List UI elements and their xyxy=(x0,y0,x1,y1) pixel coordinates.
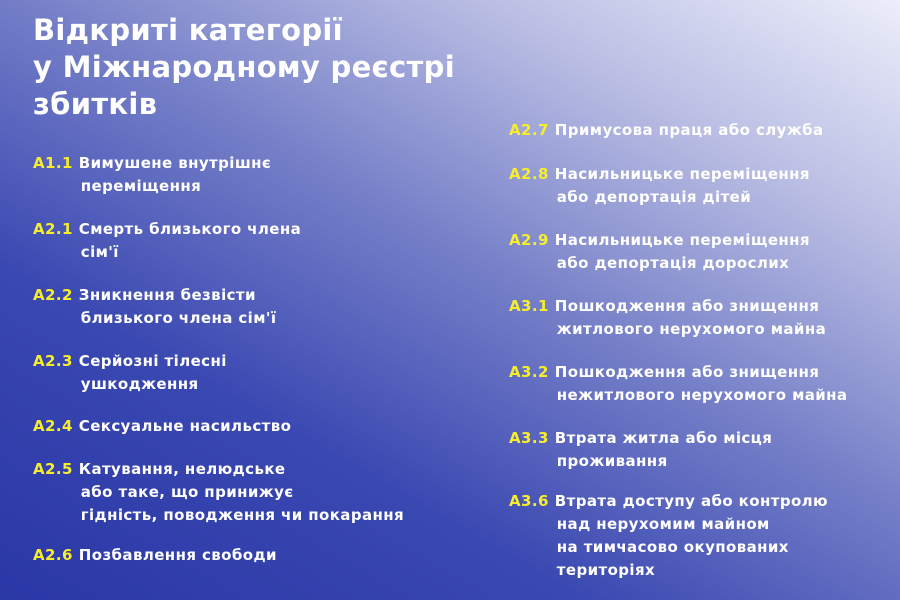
category-code: A2.4 xyxy=(33,417,73,435)
category-item xyxy=(33,218,301,264)
category-code: A2.8 xyxy=(509,165,549,183)
category-item xyxy=(509,119,824,142)
category-code: A3.1 xyxy=(509,297,549,315)
category-label xyxy=(555,490,828,582)
category-item xyxy=(509,490,828,582)
category-item xyxy=(33,350,227,396)
category-label xyxy=(79,544,277,567)
title-line: Відкриті категорії xyxy=(33,13,343,47)
category-code: A2.7 xyxy=(509,121,549,139)
category-label xyxy=(79,284,277,330)
category-label-line: близького члена сім'ї xyxy=(80,309,277,327)
category-label-line: Позбавлення свободи xyxy=(78,546,277,564)
category-item xyxy=(509,163,810,209)
category-label xyxy=(79,350,227,396)
category-item xyxy=(33,152,271,198)
category-label-line: Смерть близького члена xyxy=(78,220,302,238)
category-label-line: Пошкодження або знищення xyxy=(554,363,820,381)
category-item xyxy=(509,295,826,341)
category-item xyxy=(33,458,404,527)
category-label xyxy=(79,458,404,527)
category-label xyxy=(555,229,810,275)
category-label-line: Сексуальне насильство xyxy=(78,417,292,435)
category-code: A2.6 xyxy=(33,546,73,564)
category-label xyxy=(555,119,824,142)
category-label-line: територіях xyxy=(556,561,656,579)
category-code: A2.2 xyxy=(33,286,73,304)
category-item xyxy=(33,544,277,567)
category-item xyxy=(509,229,810,275)
category-label-line: або таке, що принижує xyxy=(80,483,294,501)
category-label-line: Вимушене внутрішнє xyxy=(78,154,272,172)
category-code: A3.3 xyxy=(509,429,549,447)
category-code: A2.3 xyxy=(33,352,73,370)
category-item xyxy=(509,427,772,473)
category-label-line: Примусова праця або служба xyxy=(554,121,824,139)
category-label-line: Насильницьке переміщення xyxy=(554,231,810,249)
category-label xyxy=(555,163,810,209)
category-label xyxy=(555,427,772,473)
category-label xyxy=(79,415,292,438)
category-code: A2.1 xyxy=(33,220,73,238)
category-code: A1.1 xyxy=(33,154,73,172)
category-label-line: ушкодження xyxy=(80,375,199,393)
category-label-line: житлового нерухомого майна xyxy=(556,320,827,338)
category-code: A2.9 xyxy=(509,231,549,249)
category-label-line: на тимчасово окупованих xyxy=(556,538,789,556)
category-code: A3.6 xyxy=(509,492,549,510)
category-label-line: або депортація дорослих xyxy=(556,254,790,272)
category-label-line: Серйозні тілесні xyxy=(78,352,227,370)
category-label-line: сім'ї xyxy=(80,243,119,261)
category-label xyxy=(79,152,271,198)
category-label xyxy=(79,218,301,264)
category-label xyxy=(555,361,848,407)
category-item xyxy=(33,284,276,330)
category-label-line: Зникнення безвісти xyxy=(78,286,256,304)
category-label-line: Втрата житла або місця xyxy=(554,429,773,447)
category-label-line: гідність, поводження чи покарання xyxy=(80,506,405,524)
title-line: збитків xyxy=(33,87,158,121)
category-label-line: нежитлового нерухомого майна xyxy=(556,386,848,404)
category-label xyxy=(555,295,826,341)
title-line: у Міжнародному реєстрі xyxy=(33,50,455,84)
category-label-line: над нерухомим майном xyxy=(556,515,770,533)
category-code: A2.5 xyxy=(33,460,73,478)
category-label-line: проживання xyxy=(556,452,668,470)
category-item xyxy=(33,415,291,438)
page-title xyxy=(33,12,455,123)
category-label-line: Пошкодження або знищення xyxy=(554,297,820,315)
category-label-line: переміщення xyxy=(80,177,202,195)
category-label-line: Катування, нелюдське xyxy=(78,460,286,478)
category-label-line: або депортація дітей xyxy=(556,188,752,206)
category-code: A3.2 xyxy=(509,363,549,381)
category-item xyxy=(509,361,847,407)
category-label-line: Насильницьке переміщення xyxy=(554,165,810,183)
category-label-line: Втрата доступу або контролю xyxy=(554,492,829,510)
